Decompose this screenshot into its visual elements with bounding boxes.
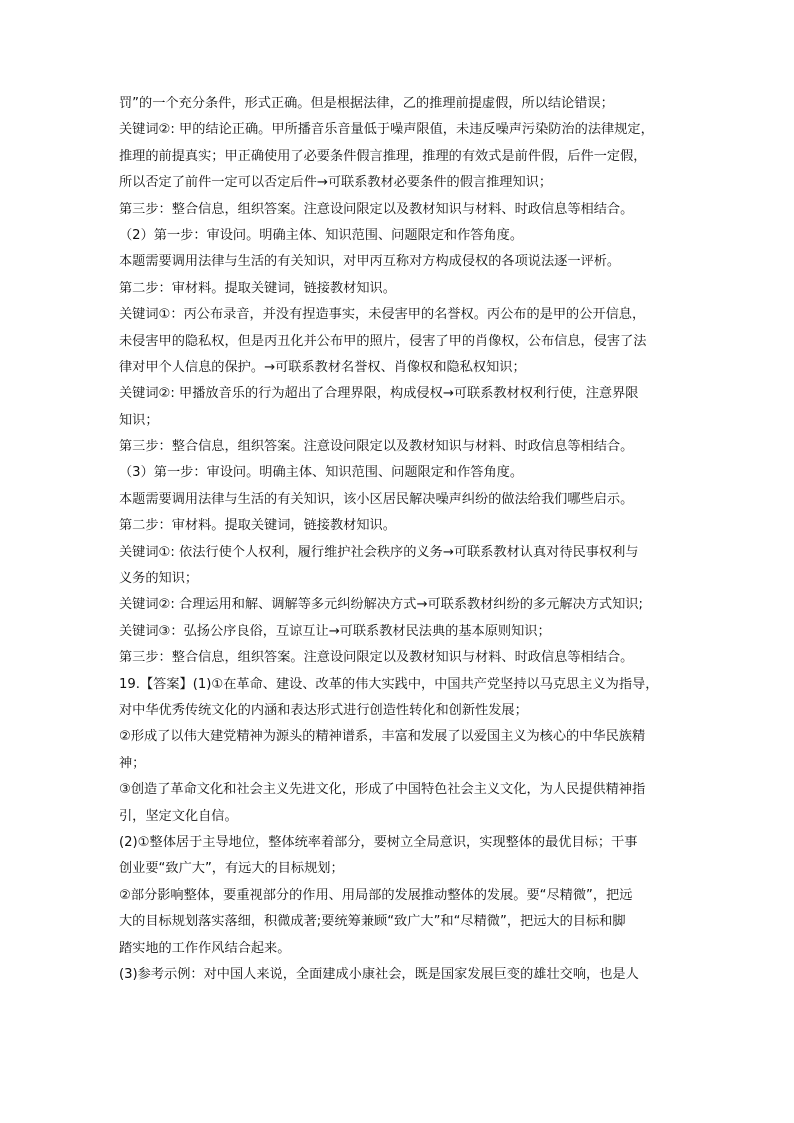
text-line: 未侵害甲的隐私权，但是丙丑化并公布甲的照片，侵害了甲的肖像权，公布信息，侵害了法 bbox=[119, 333, 647, 349]
text-line: 推理的前提真实；甲正确使用了必要条件假言推理，推理的有效式是前件假，后件一定假， bbox=[119, 148, 647, 164]
text-line: ③创造了革命文化和社会主义先进文化，形成了中国特色社会主义文化，为人民提供精神指 bbox=[119, 782, 646, 798]
text-line: 创业要“致广大”，有远大的目标规划； bbox=[119, 861, 344, 877]
text-line: 19.【答案】(1)①在革命、建设、改革的伟大实践中，中国共产党坚持以马克思主义为指导， bbox=[119, 676, 659, 692]
text-line: 关键词③：弘扬公序良俗，互谅互让→可联系教材民法典的基本原则知识； bbox=[119, 623, 551, 639]
document-page bbox=[119, 91, 679, 988]
text-line: 第三步：整合信息，组织答案。注意设问限定以及教材知识与材料、时政信息等相结合。 bbox=[119, 650, 634, 666]
text-line: ②形成了以伟大建党精神为源头的精神谱系，丰富和发展了以爱国主义为核心的中华民族精 bbox=[119, 729, 646, 745]
text-line: 关键词①：丙公布录音，并没有捏造事实，未侵害甲的名誉权。丙公布的是甲的公开信息， bbox=[119, 307, 646, 323]
text-line: (2)①整体居于主导地位，整体统率着部分，要树立全局意识，实现整体的最优目标；干事 bbox=[119, 834, 638, 850]
text-line: ②部分影响整体，要重视部分的作用、用局部的发展推动整体的发展。要“尽精微”，把远 bbox=[119, 887, 633, 903]
text-line: 对中华优秀传统文化的内涵和表达形式进行创造性转化和创新性发展； bbox=[119, 702, 528, 718]
text-line: （2）第一步：审设问。明确主体、知识范围、问题限定和作答角度。 bbox=[119, 227, 524, 243]
text-line: 关键词②: 甲的结论正确。甲所播音乐音量低于噪声限值，未违反噪声污染防治的法律规定， bbox=[119, 122, 654, 138]
text-line: 关键词②: 合理运用和解、调解等多元纠纷解决方式→可联系教材纠纷的多元解决方式知识; bbox=[119, 597, 643, 613]
text-line: 知识； bbox=[119, 412, 159, 428]
text-line: （3）第一步：审设问。明确主体、知识范围、问题限定和作答角度。 bbox=[119, 465, 524, 481]
text-line: 第三步：整合信息，组织答案。注意设问限定以及教材知识与材料、时政信息等相结合。 bbox=[119, 439, 634, 455]
text-line: 关键词②: 甲播放音乐的行为超出了合理界限，构成侵权→可联系教材权利行使，注意界限 bbox=[119, 386, 639, 402]
text-line: 罚”的一个充分条件，形式正确。但是根据法律，乙的推理前提虚假，所以结论错误； bbox=[119, 96, 614, 111]
text-line: 神； bbox=[119, 755, 146, 771]
text-line: 本题需要调用法律与生活的有关知识，该小区居民解决噪声纠纷的做法给我们哪些启示。 bbox=[119, 491, 634, 507]
text-line: 踏实地的工作作风结合起来。 bbox=[119, 940, 291, 956]
text-line: (3)参考示例：对中国人来说，全面建成小康社会，既是国家发展巨变的雄壮交响，也是人 bbox=[119, 966, 639, 982]
text-line: 关键词①: 依法行使个人权利，履行维护社会秩序的义务→可联系教材认真对待民事权利与 bbox=[119, 544, 639, 560]
text-line: 本题需要调用法律与生活的有关知识，对甲丙互称对方构成侵权的各项说法逐一评析。 bbox=[119, 254, 621, 270]
text-line: 义务的知识； bbox=[119, 571, 199, 587]
text-line: 所以否定了前件一定可以否定后件→可联系教材必要条件的假言推理知识； bbox=[119, 175, 553, 191]
text-line: 引，坚定文化自信。 bbox=[119, 808, 238, 824]
text-line: 律对甲个人信息的保护。→可联系教材名誉权、肖像权和隐私权知识； bbox=[119, 359, 526, 375]
text-line: 第二步：审材料。提取关键词，链接教材知识。 bbox=[119, 518, 396, 534]
text-line: 第三步：整合信息，组织答案。注意设问限定以及教材知识与材料、时政信息等相结合。 bbox=[119, 201, 634, 217]
text-line: 大的目标规划落实落细，积微成著;要统筹兼顾“致广大”和“尽精微”，把远大的目标和脚 bbox=[119, 914, 626, 930]
text-line: 第二步：审材料。提取关键词，链接教材知识。 bbox=[119, 280, 396, 296]
